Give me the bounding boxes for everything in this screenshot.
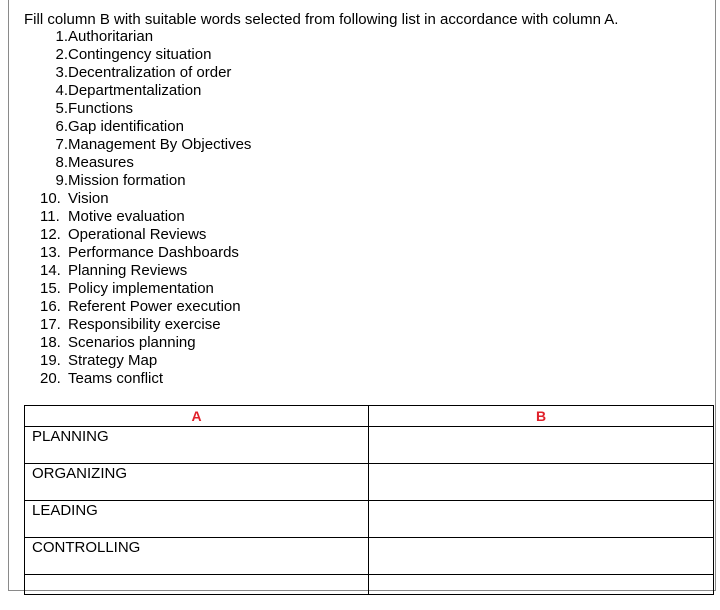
list-item (24, 154, 251, 172)
table-header-row (25, 406, 714, 427)
list-number: 9. (55, 172, 68, 189)
row-label-controlling (25, 538, 369, 575)
list-item (24, 82, 251, 100)
answer-cell-organizing[interactable] (369, 464, 714, 501)
list-text: Strategy Map (68, 352, 158, 369)
list-text: Referent Power execution (68, 298, 241, 315)
list-text: Management By Objectives (68, 136, 252, 153)
row-label-planning (25, 427, 369, 464)
list-text: Motive evaluation (68, 208, 185, 225)
list-text: Scenarios planning (68, 334, 196, 351)
list-text: Departmentalization (68, 82, 202, 99)
list-item (24, 208, 251, 226)
list-item (24, 316, 251, 334)
list-item (24, 136, 251, 154)
empty-cell[interactable] (369, 575, 714, 595)
instruction-text: Fill column B with suitable words selected from following list in accordance with column A. (24, 11, 619, 28)
list-item (24, 334, 251, 352)
list-text: Vision (68, 190, 109, 207)
list-item (24, 46, 251, 64)
answer-cell-planning[interactable] (369, 427, 714, 464)
empty-cell (25, 575, 369, 595)
list-text: Measures (68, 154, 134, 171)
list-text: Authoritarian (68, 28, 154, 45)
answer-cell-leading[interactable] (369, 501, 714, 538)
row-label-text: LEADING (32, 502, 98, 519)
row-label-leading (25, 501, 369, 538)
list-item (24, 280, 251, 298)
table-row (25, 464, 714, 501)
list-number: 13. (40, 244, 61, 261)
list-number: 3. (55, 64, 68, 81)
list-number: 19. (40, 352, 61, 369)
list-number: 8. (55, 154, 68, 171)
list-item (24, 190, 251, 208)
table-row (25, 427, 714, 464)
answer-cell-controlling[interactable] (369, 538, 714, 575)
list-number: 6. (55, 118, 68, 135)
list-number: 12. (40, 226, 61, 243)
list-item (24, 118, 251, 136)
list-number: 17. (40, 316, 61, 333)
table-row (25, 538, 714, 575)
list-item (24, 262, 251, 280)
list-number: 10. (40, 190, 61, 207)
list-number: 18. (40, 334, 61, 351)
column-b-header: B (369, 406, 714, 427)
column-a-header: A (25, 406, 369, 427)
list-item (24, 64, 251, 82)
matching-table (24, 405, 714, 595)
list-text: Teams conflict (68, 370, 164, 387)
table-row (25, 501, 714, 538)
list-item (24, 298, 251, 316)
list-item (24, 370, 251, 388)
row-label-text: ORGANIZING (32, 465, 128, 482)
list-number: 7. (55, 136, 68, 153)
list-text: Policy implementation (68, 280, 214, 297)
row-label-organizing (25, 464, 369, 501)
list-text: Responsibility exercise (68, 316, 221, 333)
list-item (24, 244, 251, 262)
list-text: Contingency situation (68, 46, 212, 63)
list-number: 2. (55, 46, 68, 63)
list-item (24, 226, 251, 244)
list-number: 15. (40, 280, 61, 297)
list-text: Operational Reviews (68, 226, 207, 243)
list-number: 16. (40, 298, 61, 315)
list-text: Mission formation (68, 172, 186, 189)
list-number: 11. (40, 208, 60, 225)
list-number: 5. (55, 100, 68, 117)
list-number: 4. (55, 82, 68, 99)
word-list (24, 28, 251, 388)
list-text: Planning Reviews (68, 262, 188, 279)
table-row-empty (25, 575, 714, 595)
list-number: 1. (55, 28, 68, 45)
list-number: 20. (40, 370, 61, 387)
list-text: Decentralization of order (68, 64, 232, 81)
list-item (24, 172, 251, 190)
list-text: Gap identification (68, 118, 184, 135)
list-text: Functions (68, 100, 134, 117)
list-text: Performance Dashboards (68, 244, 239, 261)
list-item (24, 100, 251, 118)
row-label-text: CONTROLLING (32, 539, 141, 556)
row-label-text: PLANNING (32, 428, 109, 445)
list-item (24, 28, 251, 46)
list-item (24, 352, 251, 370)
list-number: 14. (40, 262, 61, 279)
